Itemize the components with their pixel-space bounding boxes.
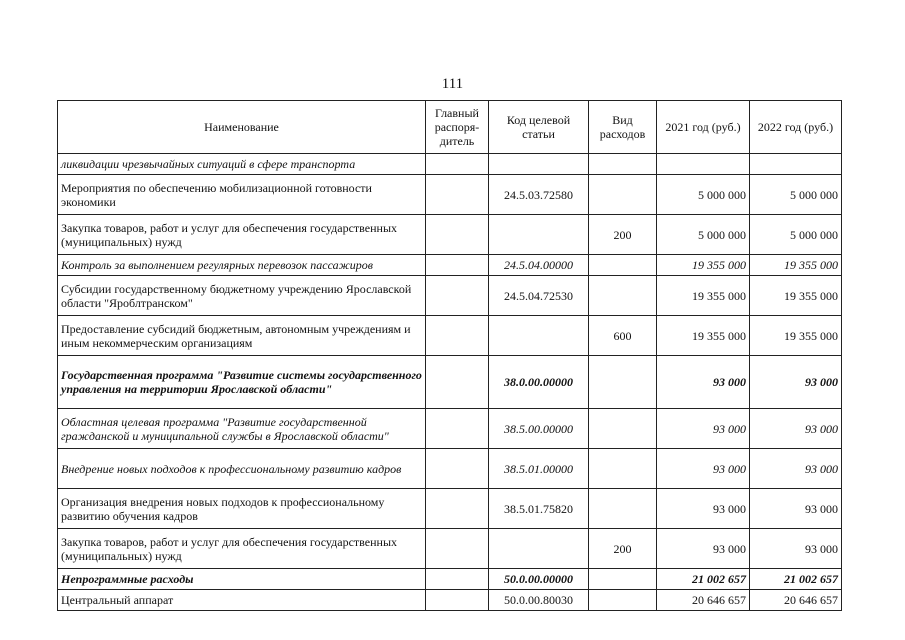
row-amount-2022: 93 000 xyxy=(750,529,842,569)
table-row xyxy=(58,409,842,449)
row-amount-2021: 19 355 000 xyxy=(657,255,750,276)
row-amount-2021: 93 000 xyxy=(657,356,750,409)
row-amount-2022: 93 000 xyxy=(750,489,842,529)
row-expense-type xyxy=(589,154,657,175)
table-row xyxy=(58,276,842,316)
row-amount-2021: 19 355 000 xyxy=(657,316,750,356)
row-manager xyxy=(426,175,489,215)
row-name: Организация внедрения новых подходов к профессиональному развитию обучения кадров xyxy=(58,489,426,529)
table-header-row xyxy=(58,101,842,154)
row-amount-2022: 93 000 xyxy=(750,409,842,449)
row-name: Центральный аппарат xyxy=(58,590,426,611)
row-name: Контроль за выполнением регулярных перевозок пассажиров xyxy=(58,255,426,276)
row-code: 38.5.01.00000 xyxy=(489,449,589,489)
row-expense-type: 200 xyxy=(589,215,657,255)
table-row xyxy=(58,569,842,590)
row-amount-2021: 20 646 657 xyxy=(657,590,750,611)
row-amount-2021: 21 002 657 xyxy=(657,569,750,590)
row-manager xyxy=(426,154,489,175)
row-amount-2022: 93 000 xyxy=(750,449,842,489)
row-expense-type xyxy=(589,276,657,316)
row-amount-2021: 5 000 000 xyxy=(657,215,750,255)
row-code xyxy=(489,529,589,569)
row-code: 50.0.00.00000 xyxy=(489,569,589,590)
row-code: 38.0.00.00000 xyxy=(489,356,589,409)
row-amount-2022: 19 355 000 xyxy=(750,255,842,276)
row-amount-2022 xyxy=(750,154,842,175)
header-year-2022: 2022 год (руб.) xyxy=(750,101,842,154)
row-manager xyxy=(426,255,489,276)
row-name: Государственная программа "Развитие системы государственного управления на территории Ярославской области" xyxy=(58,356,426,409)
row-amount-2021: 93 000 xyxy=(657,449,750,489)
row-amount-2021: 93 000 xyxy=(657,529,750,569)
row-code xyxy=(489,215,589,255)
row-manager xyxy=(426,569,489,590)
header-name: Наименование xyxy=(58,101,426,154)
table-row xyxy=(58,356,842,409)
row-expense-type xyxy=(589,449,657,489)
row-expense-type: 200 xyxy=(589,529,657,569)
row-manager xyxy=(426,409,489,449)
row-expense-type xyxy=(589,489,657,529)
table-row xyxy=(58,529,842,569)
row-manager xyxy=(426,529,489,569)
row-amount-2022: 20 646 657 xyxy=(750,590,842,611)
row-name: Субсидии государственному бюджетному учреждению Ярославской области "Яроблтранском" xyxy=(58,276,426,316)
row-amount-2021: 19 355 000 xyxy=(657,276,750,316)
row-amount-2022: 19 355 000 xyxy=(750,276,842,316)
row-manager xyxy=(426,316,489,356)
row-expense-type xyxy=(589,356,657,409)
table-row xyxy=(58,316,842,356)
table-row xyxy=(58,489,842,529)
table-row xyxy=(58,449,842,489)
row-manager xyxy=(426,449,489,489)
row-amount-2021 xyxy=(657,154,750,175)
row-expense-type xyxy=(589,409,657,449)
row-amount-2021: 5 000 000 xyxy=(657,175,750,215)
table-row xyxy=(58,255,842,276)
row-name: Непрограммные расходы xyxy=(58,569,426,590)
row-expense-type: 600 xyxy=(589,316,657,356)
row-amount-2022: 21 002 657 xyxy=(750,569,842,590)
header-expense-type: Вид расходов xyxy=(589,101,657,154)
row-name: Предоставление субсидий бюджетным, автономным учреждениям и иным некоммерческим организациям xyxy=(58,316,426,356)
row-manager xyxy=(426,215,489,255)
row-manager xyxy=(426,590,489,611)
table-row xyxy=(58,590,842,611)
budget-table xyxy=(57,100,842,611)
row-amount-2021: 93 000 xyxy=(657,409,750,449)
row-code: 50.0.00.80030 xyxy=(489,590,589,611)
row-code xyxy=(489,316,589,356)
row-code xyxy=(489,154,589,175)
row-expense-type xyxy=(589,255,657,276)
row-name: Мероприятия по обеспечению мобилизационной готовности экономики xyxy=(58,175,426,215)
row-manager xyxy=(426,276,489,316)
page-number: 111 xyxy=(441,76,464,92)
table-row xyxy=(58,175,842,215)
row-expense-type xyxy=(589,569,657,590)
row-code: 38.5.01.75820 xyxy=(489,489,589,529)
row-manager xyxy=(426,356,489,409)
table-row xyxy=(58,154,842,175)
row-code: 24.5.04.72530 xyxy=(489,276,589,316)
row-expense-type xyxy=(589,590,657,611)
row-amount-2022: 5 000 000 xyxy=(750,175,842,215)
row-code: 38.5.00.00000 xyxy=(489,409,589,449)
row-code: 24.5.03.72580 xyxy=(489,175,589,215)
row-name: Областная целевая программа "Развитие государственной гражданской и муниципальной службы в Ярославской области" xyxy=(58,409,426,449)
row-manager xyxy=(426,489,489,529)
row-name: Внедрение новых подходов к профессиональному развитию кадров xyxy=(58,449,426,489)
row-amount-2022: 5 000 000 xyxy=(750,215,842,255)
row-expense-type xyxy=(589,175,657,215)
row-amount-2022: 93 000 xyxy=(750,356,842,409)
row-name: Закупка товаров, работ и услуг для обеспечения государственных (муниципальных) нужд xyxy=(58,215,426,255)
row-code: 24.5.04.00000 xyxy=(489,255,589,276)
header-main-manager: Главный распоря-дитель xyxy=(426,101,489,154)
header-year-2021: 2021 год (руб.) xyxy=(657,101,750,154)
table-row xyxy=(58,215,842,255)
row-amount-2022: 19 355 000 xyxy=(750,316,842,356)
row-name: Закупка товаров, работ и услуг для обеспечения государственных (муниципальных) нужд xyxy=(58,529,426,569)
row-name: ликвидации чрезвычайных ситуаций в сфере транспорта xyxy=(58,154,426,175)
header-target-code: Код целевой статьи xyxy=(489,101,589,154)
row-amount-2021: 93 000 xyxy=(657,489,750,529)
